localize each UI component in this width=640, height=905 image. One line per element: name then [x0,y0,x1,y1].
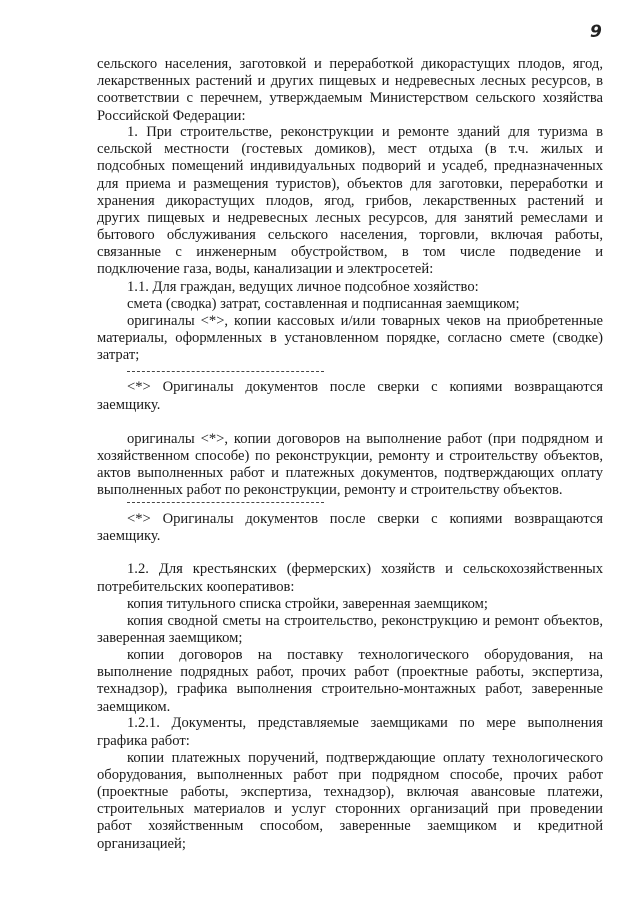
page-number: 9 [590,22,602,42]
text-line: 1.1. Для граждан, ведущих личное подсобное хозяйство: [127,279,479,295]
text-line: бытового обслуживания сельского населения, торговли, включая работы, [97,227,603,243]
text-line: потребительских кооперативов: [97,579,295,595]
text-line: копия сводной сметы на строительство, реконструкцию и ремонт объектов, [127,613,603,629]
text-line: Российской Федерации: [97,108,246,124]
text-line: оригиналы <*>, копии договоров на выполнение работ (при подрядном и [127,431,603,447]
text-line: заемщику. [97,397,161,413]
text-line: выполненных работ по реконструкции, ремонту и строительству объектов. [97,482,563,498]
text-line: организацией; [97,836,186,852]
text-line: оригиналы <*>, копии кассовых и/или товарных чеков на приобретенные [127,313,603,329]
text-line: хозяйственном способе) по реконструкции, ремонту и строительству объектов, [97,448,603,464]
text-line: <*> Оригиналы документов после сверки с копиями возвращаются [127,379,603,395]
text-line: 1.2. Для крестьянских (фермерских) хозяйств и сельскохозяйственных [127,561,603,577]
text-line: подключение газа, воды, канализации и электросетей: [97,261,434,277]
text-line: копии платежных поручений, подтверждающие оплату технологического [127,750,603,766]
text-line: выполнение подрядных работ, прочих работ (проектные работы, экспертиза, [97,664,603,680]
text-line: оборудования, выполненных работ при подрядном способе, прочих работ [97,767,603,783]
text-line: заемщику. [97,528,161,544]
text-line: для приема и размещения туристов), объектов для заготовки, переработки и [97,176,603,192]
text-line: хранения дикорастущих плодов, ягод, грибов, лекарственных растений и [97,193,603,209]
text-line: (проектные работы, экспертиза, технадзор), включая авансовые платежи, [97,784,603,800]
text-line: 1. При строительстве, реконструкции и ремонте зданий для туризма в [127,124,603,140]
text-line: графика работ: [97,733,190,749]
text-line: других пищевых и недревесных лесных ресурсов, для занятий ремеслами и [97,210,603,226]
text-line: работ хозяйственным способом, заверенные заемщиком и кредитной [97,818,603,834]
text-line: соответствии с перечнем, утверждаемым Министерством сельского хозяйства [97,90,603,106]
text-line: затрат; [97,347,140,363]
text-line: 1.2.1. Документы, представляемые заемщиками по мере выполнения [127,715,603,731]
text-line: заверенная заемщиком; [97,630,243,646]
text-line: лекарственных растений и других пищевых и недревесных лесных ресурсов, в [97,73,603,89]
text-line: смета (сводка) затрат, составленная и подписанная заемщиком; [127,296,520,312]
text-line: подсобных помещений индивидуальных подворий и усадеб, предназначенных [97,158,603,174]
text-line: связанные с инженерным обустройством, в том числе подведение и [97,244,603,260]
text-line: сельского населения, заготовкой и переработкой дикорастущих плодов, ягод, [97,56,603,72]
text-line: актов выполненных работ и платежных документов, подтверждающих оплату [97,465,603,481]
text-line: сельской местности (гостевых домиков), мест отдыха (в т.ч. жилых и [97,141,603,157]
text-line: заемщиком. [97,699,171,715]
text-line: <*> Оригиналы документов после сверки с копиями возвращаются [127,511,603,527]
text-line: технадзор), графика выполнения строительно-монтажных работ, заверенные [97,681,603,697]
footnote-separator [127,502,324,503]
text-line: строительных материалов и услуг сторонних организаций при проведении [97,801,603,817]
text-line: материалы, оформленных в установленном порядке, согласно смете (сводке) [97,330,603,346]
text-line: копия титульного списка стройки, заверенная заемщиком; [127,596,488,612]
text-line: копии договоров на поставку технологического оборудования, на [127,647,603,663]
footnote-separator [127,371,324,372]
